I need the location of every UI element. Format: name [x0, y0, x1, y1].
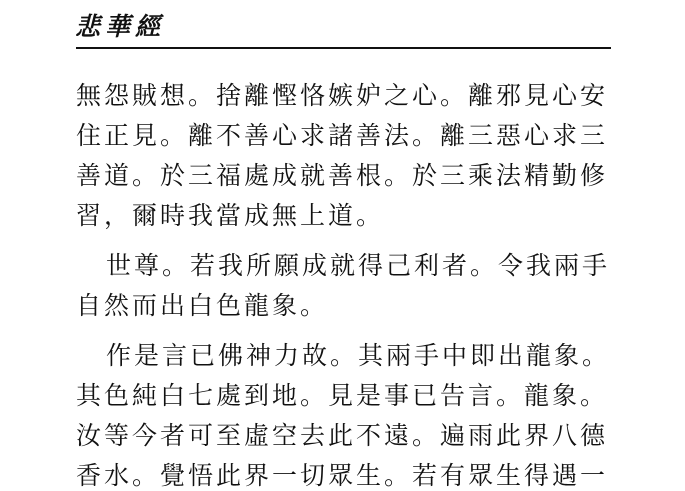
text-line: 習，爾時我當成無上道。 [76, 201, 385, 230]
text-line: 無怨賊想。捨離慳恪嫉妒之心。離邪見心安 [76, 81, 609, 110]
text-line: 善道。於三福處成就善根。於三乘法精勤修 [76, 161, 609, 190]
text-line: 作是言已佛神力故。其兩手中即出龍象。 [106, 341, 611, 370]
text-line: 其色純白七處到地。見是事已告言。龍象。 [76, 381, 609, 410]
header-divider [76, 47, 611, 49]
text-line: 汝等今者可至虛空去此不遠。遍雨此界八德 [76, 421, 609, 450]
page-header-title: 悲華經 [75, 12, 166, 41]
text-line: 自然而出白色龍象。 [76, 291, 329, 320]
text-line: 住正見。離不善心求諸善法。離三惡心求三 [76, 121, 609, 150]
scripture-text [76, 76, 616, 491]
paragraph-gap [76, 236, 616, 246]
paragraph-gap [76, 326, 616, 336]
text-line: 世尊。若我所願成就得己利者。令我兩手 [106, 251, 611, 280]
text-line: 香水。覺悟此界一切眾生。若有眾生得遇一 [76, 461, 609, 490]
